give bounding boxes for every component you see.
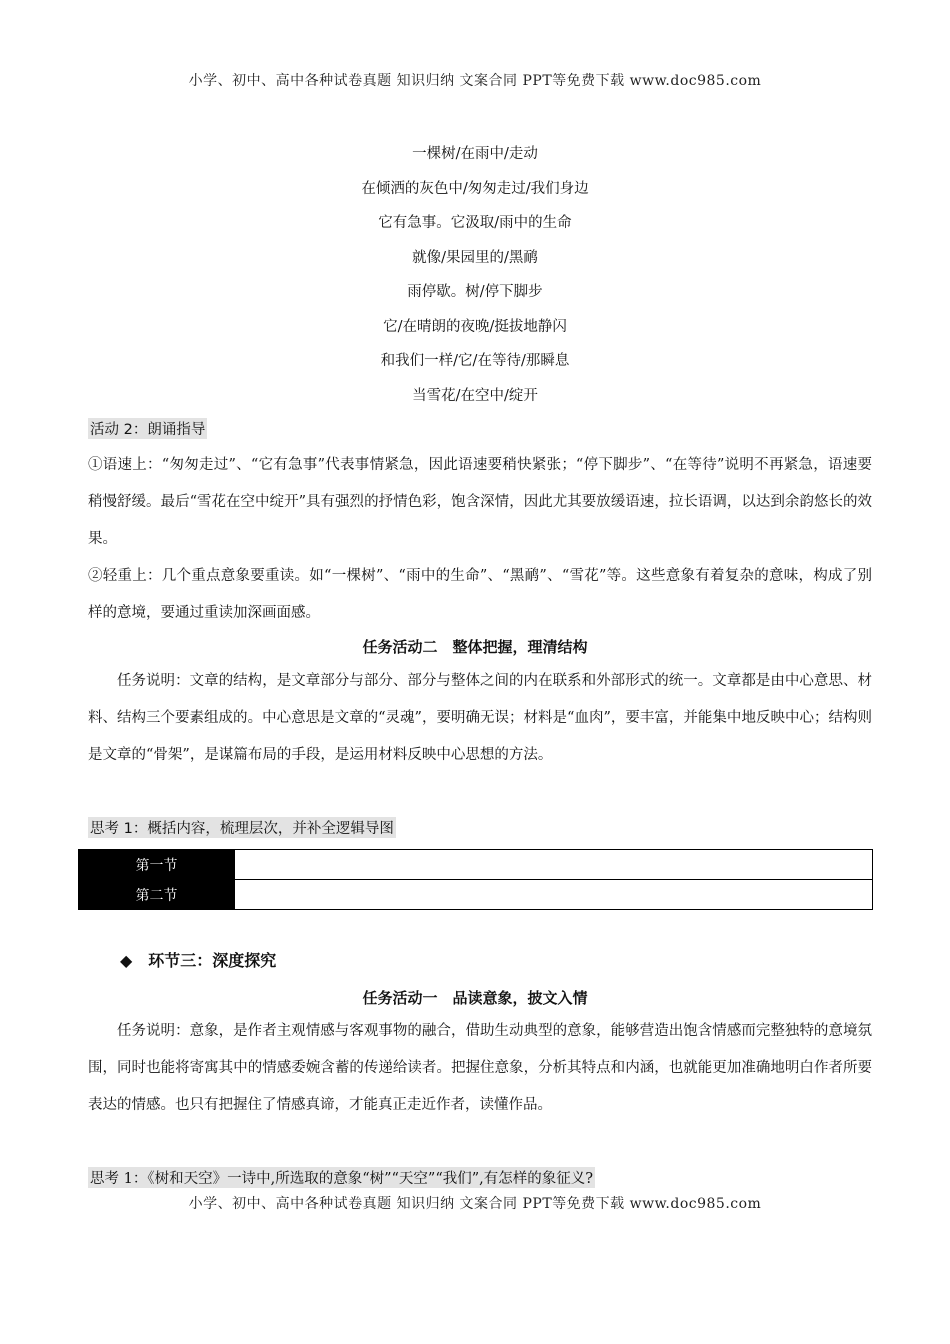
poem-line: 一棵树/在雨中/走动	[412, 146, 538, 162]
section-answer-cell[interactable]	[235, 880, 873, 910]
poem	[0, 143, 950, 419]
page-header: 小学、初中、高中各种试卷真题 知识归纳 文案合同 PPT等免费下载 www.doc985.com	[188, 73, 762, 89]
task2-think-question: 思考 1：概括内容，梳理层次，并补全逻辑导图	[88, 817, 396, 838]
table-row	[79, 880, 873, 910]
task2-title: 任务活动二 整体把握，理清结构	[362, 638, 588, 656]
task2-think-wrap	[88, 817, 872, 838]
poem-line: 在倾洒的灰色中/匆匆走过/我们身边	[361, 180, 589, 197]
section3-heading: ◆ 环节三：深度探究	[120, 951, 277, 970]
activity2-paragraph-2: ②轻重上：几个重点意象要重读。如“一棵树”、“雨中的生命”、“黑鸸”、“雪花”等。这些意象有着复杂的意味，构成了别样的意境，要通过重读加深画面感。	[88, 568, 872, 621]
section3-think-question: 思考 1：《树和天空》一诗中,所选取的意象“树”“天空”“我们”,有怎样的象征义?	[88, 1167, 595, 1188]
poem-line: 当雪花/在空中/绽开	[412, 387, 538, 404]
poem-line: 和我们一样/它/在等待/那瞬息	[380, 353, 570, 369]
page-footer: 小学、初中、高中各种试卷真题 知识归纳 文案合同 PPT等免费下载 www.doc985.com	[188, 1196, 762, 1212]
table-row	[79, 850, 873, 880]
section3-think-wrap	[88, 1167, 872, 1188]
logic-map-table	[78, 849, 873, 910]
poem-line: 就像/果园里的/黑鸸	[412, 249, 538, 266]
activity2-heading-wrap	[88, 418, 872, 439]
poem-line: 雨停歇。树/停下脚步	[407, 284, 543, 300]
activity2-heading: 活动 2：朗诵指导	[88, 418, 207, 439]
section-answer-cell[interactable]	[235, 850, 873, 880]
section3-task-title: 任务活动一 品读意象，披文入情	[362, 989, 588, 1007]
activity2-paragraph-1: ①语速上：“匆匆走过”、“它有急事”代表事情紧急，因此语速要稍快紧张；“停下脚步”、“在等待”说明不再紧急，语速要稍慢舒缓。最后“雪花在空中绽开”具有强烈的抒情色彩，饱含深情，因此尤其要放缓语速，拉长语调，以达到余韵悠长的效果。	[88, 457, 872, 547]
poem-line: 它有急事。它汲取/雨中的生命	[378, 215, 572, 231]
section-label: 第一节	[79, 850, 235, 880]
task2-description: 任务说明：文章的结构，是文章部分与部分、部分与整体之间的内在联系和外部形式的统一。文章都是由中心意思、材料、结构三个要素组成的。中心意思是文章的“灵魂”，要明确无误；材料是“血肉”，要丰富，并能集中地反映中心；结构则是文章的“骨架”，是谋篇布局的手段，是运用材料反映中心思想的方法。	[88, 673, 872, 763]
section-label: 第二节	[79, 880, 235, 910]
poem-line: 它/在晴朗的夜晚/挺拔地静闪	[383, 318, 567, 335]
section3-description: 任务说明：意象，是作者主观情感与客观事物的融合，借助生动典型的意象，能够营造出饱含情感而完整独特的意境氛围，同时也能将寄寓其中的情感委婉含蓄的传递给读者。把握住意象，分析其特点和内涵，也就能更加准确地明白作者所要表达的情感。也只有把握住了情感真谛，才能真正走近作者，读懂作品。	[88, 1023, 872, 1113]
